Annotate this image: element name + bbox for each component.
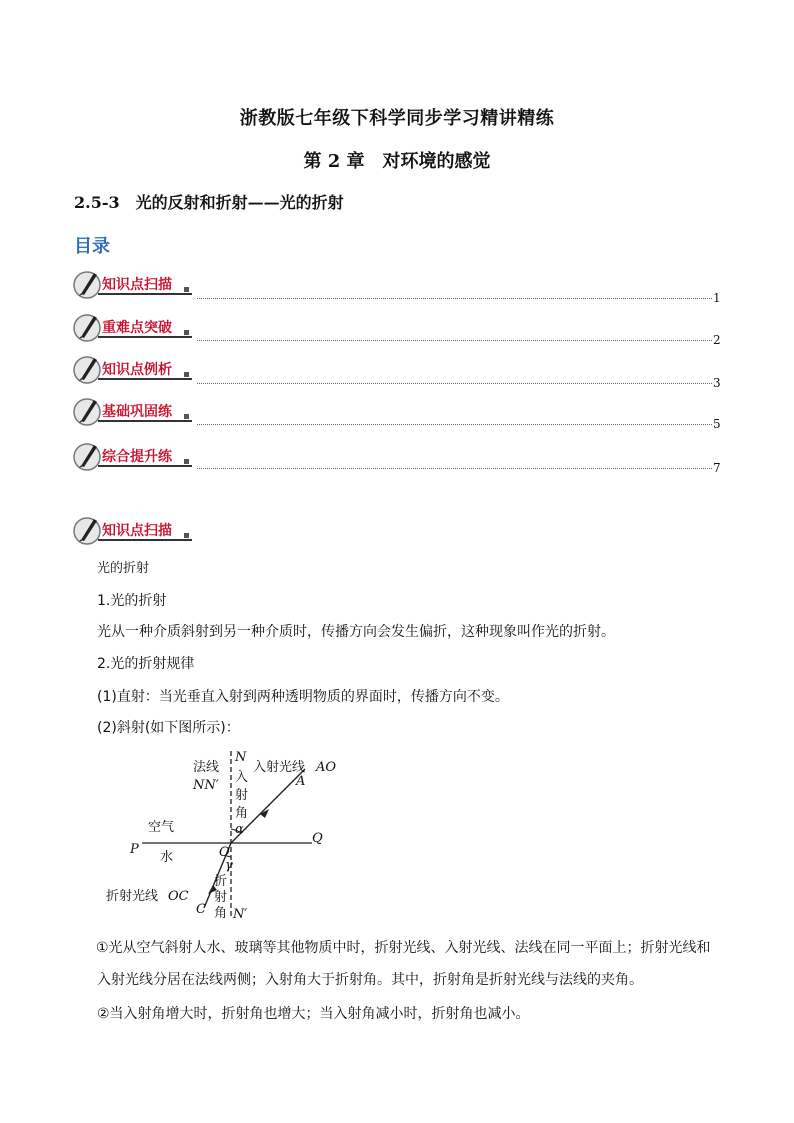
brush-icon [72, 514, 106, 546]
label-air: 空气 [148, 820, 175, 835]
brush-icon [72, 353, 106, 385]
label-refraction-angle-2: 射 [214, 890, 228, 905]
refraction-diagram [100, 745, 350, 925]
badge-underline [98, 378, 192, 380]
toc-leader [197, 468, 712, 469]
law-detail-2: ②当入射角增大时，折射角也增大；当入射角减小时，折射角也减小。 [97, 1006, 530, 1022]
label-normal-name: NN′ [193, 778, 219, 793]
toc-badge[interactable] [72, 353, 196, 385]
label-normal: 法线 [193, 760, 220, 775]
toc-label: 重难点突破 [102, 320, 172, 336]
label-O: O [219, 845, 230, 860]
heading-refraction: 1.光的折射 [97, 593, 167, 609]
brush-icon [72, 440, 106, 472]
label-refracted-name: OC [168, 889, 189, 904]
badge-square [184, 287, 189, 292]
toc-page: 3 [713, 376, 721, 390]
badge-underline [98, 465, 192, 467]
label-water: 水 [160, 850, 174, 865]
label-incidence-angle-3: 角 [235, 806, 249, 821]
label-A: A [296, 774, 306, 789]
toc-label: 知识点例析 [102, 362, 172, 378]
label-gamma: γ [225, 858, 233, 873]
badge-square [184, 414, 189, 419]
toc-page: 1 [713, 291, 721, 305]
toc-leader [197, 383, 712, 384]
toc-page: 5 [713, 417, 721, 431]
document-title: 浙教版七年级下科学同步学习精讲精练 [239, 108, 555, 129]
topic-label: 光的折射 [97, 561, 150, 576]
label-N-prime: N′ [233, 907, 248, 922]
badge-underline [98, 539, 192, 541]
section-badge [72, 514, 196, 546]
law-oblique: (2)斜射(如下图所示)： [97, 720, 240, 736]
definition-text: 光从一种介质斜射到另一种介质时，传播方向会发生偏折，这种现象叫作光的折射。 [97, 624, 615, 640]
toc-badge[interactable] [72, 311, 196, 343]
law-detail-1: ①光从空气斜射人水、玻璃等其他物质中时，折射光线、入射光线、法线在同一平面上；折射光线和入射光线分居在法线两侧；入射角大于折射角。其中，折射角是折射光线与法线的夹角。 [96, 940, 711, 988]
label-incidence-angle-1: 入 [235, 770, 249, 785]
label-incident-ray: 入射光线 [253, 760, 306, 775]
label-C: C [196, 902, 206, 917]
toc-leader [197, 424, 712, 425]
brush-icon [72, 268, 106, 300]
section-title: 2.5-3 光的反射和折射——光的折射 [74, 193, 344, 212]
label-incident-name: AO [316, 760, 337, 775]
label-refraction-angle-1: 折 [214, 874, 228, 889]
badge-square [184, 330, 189, 335]
label-refracted-ray: 折射光线 [106, 889, 159, 904]
toc-badge[interactable] [72, 395, 196, 427]
section-badge-label: 知识点扫描 [102, 523, 172, 539]
badge-underline [98, 420, 192, 422]
badge-square [184, 459, 189, 464]
label-P: P [130, 842, 139, 857]
heading-laws: 2.光的折射规律 [97, 656, 195, 672]
label-Q: Q [312, 831, 323, 846]
badge-square [184, 533, 189, 538]
law-perpendicular: (1)直射：当光垂直入射到两种透明物质的界面时，传播方向不变。 [97, 689, 509, 705]
toc-badge[interactable] [72, 440, 196, 472]
toc-leader [197, 340, 712, 341]
toc-heading: 目录 [74, 236, 110, 257]
label-N: N [235, 750, 247, 765]
label-alpha: α [235, 822, 244, 837]
label-refraction-angle-3: 角 [214, 906, 228, 921]
toc-label: 综合提升练 [102, 449, 172, 465]
toc-page: 2 [713, 333, 721, 347]
toc-page: 7 [713, 461, 721, 475]
brush-icon [72, 395, 106, 427]
toc-label: 基础巩固练 [102, 404, 172, 420]
toc-badge[interactable] [72, 268, 196, 300]
brush-icon [72, 311, 106, 343]
toc-label: 知识点扫描 [102, 277, 172, 293]
badge-underline [98, 293, 192, 295]
badge-underline [98, 336, 192, 338]
label-incidence-angle-2: 射 [235, 788, 249, 803]
toc-leader [197, 298, 712, 299]
badge-square [184, 372, 189, 377]
chapter-title: 第 2 章 对环境的感觉 [303, 151, 491, 172]
